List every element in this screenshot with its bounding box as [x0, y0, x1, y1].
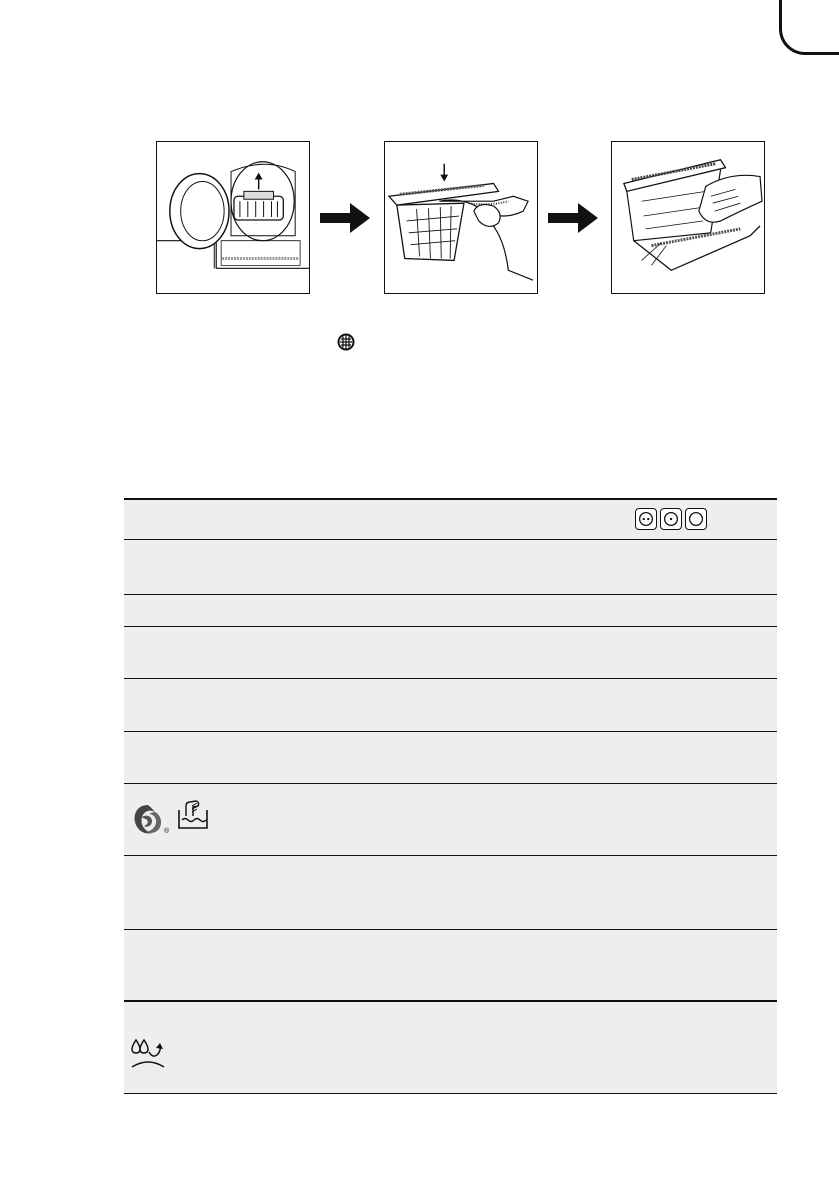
open-filter-illustration: [385, 142, 537, 293]
page-corner-tab: [779, 0, 839, 55]
figure-clean-filter: [611, 141, 765, 294]
table-row-refresh: [124, 1002, 777, 1094]
table-row: [124, 540, 777, 595]
iron-dry-icon: [685, 508, 707, 530]
dryness-icons: [635, 508, 707, 530]
table-row: [124, 679, 777, 732]
table-row: [124, 732, 777, 784]
dryer-filter-illustration: [157, 142, 309, 293]
cupboard-dry-icon: [660, 508, 682, 530]
next-step-arrow: [320, 203, 370, 233]
filter-icon: [336, 332, 356, 352]
table-row-wool: [124, 784, 777, 856]
clean-filter-illustration: [612, 142, 764, 293]
program-table: [124, 498, 777, 1094]
table-row: [124, 595, 777, 627]
registered-mark: ®: [164, 828, 170, 835]
refresh-steam-icon: [130, 1037, 166, 1071]
table-row: [124, 930, 777, 1002]
hand-wash-icon: [176, 798, 210, 832]
table-row: [124, 627, 777, 679]
table-row: [124, 856, 777, 930]
woolmark-icon: [130, 802, 166, 838]
table-header-row: [124, 500, 777, 540]
figure-remove-filter: [156, 141, 310, 294]
next-step-arrow-2: [548, 203, 598, 233]
figure-open-filter: [384, 141, 538, 294]
extra-dry-icon: [635, 508, 657, 530]
